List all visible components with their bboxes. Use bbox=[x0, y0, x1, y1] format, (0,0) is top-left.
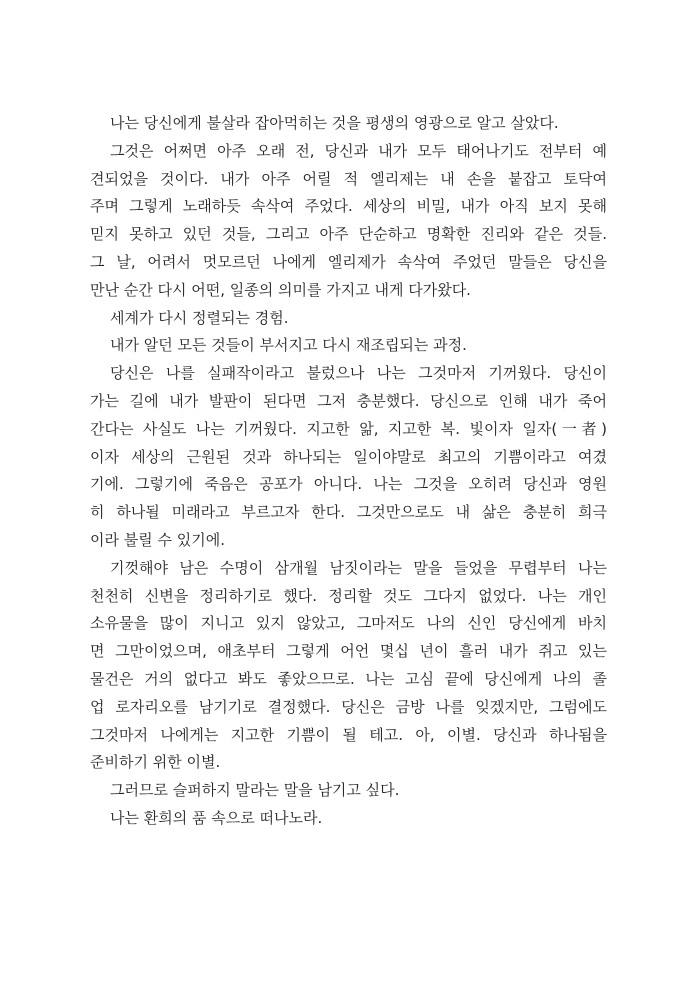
text-line: 기껏해야 남은 수명이 삼개월 남짓이라는 말을 들었을 무렵부터 나는 bbox=[110, 558, 607, 577]
body-text bbox=[90, 110, 607, 833]
text-line: 나는 당신에게 불살라 잡아먹히는 것을 평생의 영광으로 알고 살았다. bbox=[110, 114, 559, 132]
text-line: 그 날, 어려서 멋모르던 나에게 엘리제가 속삭여 주었던 말들은 당신을 bbox=[90, 252, 607, 271]
text-line: 그것마저 나에게는 지고한 기쁨이 될 테고. 아, 이별. 당신과 하나됨을 bbox=[90, 725, 607, 744]
text-line: 가는 길에 내가 발판이 된다면 그저 충분했다. 당신으로 인해 내가 죽어 bbox=[90, 391, 607, 410]
text-line: 천천히 신변을 정리하기로 했다. 정리할 것도 그다지 없었다. 나는 개인 bbox=[90, 586, 607, 605]
text-line: 준비하기 위한 이별. bbox=[90, 753, 221, 772]
text-line: 면 그만이었으며, 애초부터 그렇게 어언 몇십 년이 흘러 내가 쥐고 있는 bbox=[90, 642, 607, 661]
text-line: 소유물을 많이 지니고 있지 않았고, 그마저도 나의 신인 당신에게 바치 bbox=[90, 614, 607, 633]
text-line: 이라 불릴 수 있기에. bbox=[90, 530, 225, 549]
text-line: 기에. 그렇기에 죽음은 공포가 아니다. 나는 그것을 오히려 당신과 영원 bbox=[90, 475, 607, 494]
text-line: 물건은 거의 없다고 봐도 좋았으므로. 나는 고심 끝에 당신에게 나의 졸 bbox=[90, 669, 607, 688]
text-line: 만난 순간 다시 어떤, 일종의 의미를 가지고 내게 다가왔다. bbox=[90, 280, 471, 299]
text-line: 그러므로 슬퍼하지 말라는 말을 남기고 싶다. bbox=[110, 781, 400, 800]
text-line: 주며 그렇게 노래하듯 속삭여 주었다. 세상의 비밀, 내가 아직 보지 못해 bbox=[90, 197, 607, 216]
text-line: 믿지 못하고 있던 것들, 그리고 아주 단순하고 명확한 진리와 같은 것들. bbox=[90, 225, 607, 244]
text-line: 견되었을 것이다. 내가 아주 어릴 적 엘리제는 내 손을 붙잡고 토닥여 bbox=[90, 169, 607, 188]
text-line: 내가 알던 모든 것들이 부서지고 다시 재조립되는 과정. bbox=[110, 336, 467, 355]
text-line: 히 하나될 미래라고 부르고자 한다. 그것만으로도 내 삶은 충분히 희극 bbox=[90, 503, 607, 522]
text-line: 간다는 사실도 나는 기꺼웠다. 지고한 앎, 지고한 복. 빛이자 일자(一者) bbox=[90, 419, 607, 438]
text-line: 그것은 어쩌면 아주 오래 전, 당신과 내가 모두 태어나기도 전부터 예 bbox=[110, 141, 607, 160]
text-line: 세계가 다시 정렬되는 경험. bbox=[110, 308, 289, 327]
text-line: 당신은 나를 실패작이라고 불렀으나 나는 그것마저 기꺼웠다. 당신이 bbox=[110, 364, 607, 383]
text-line: 나는 환희의 품 속으로 떠나노라. bbox=[110, 808, 323, 827]
text-line: 업 로자리오를 남기기로 결정했다. 당신은 금방 나를 잊겠지만, 그럼에도 bbox=[90, 697, 607, 716]
text-line: 이자 세상의 근원된 것과 하나되는 일이야말로 최고의 기쁨이라고 여겼 bbox=[90, 447, 607, 466]
